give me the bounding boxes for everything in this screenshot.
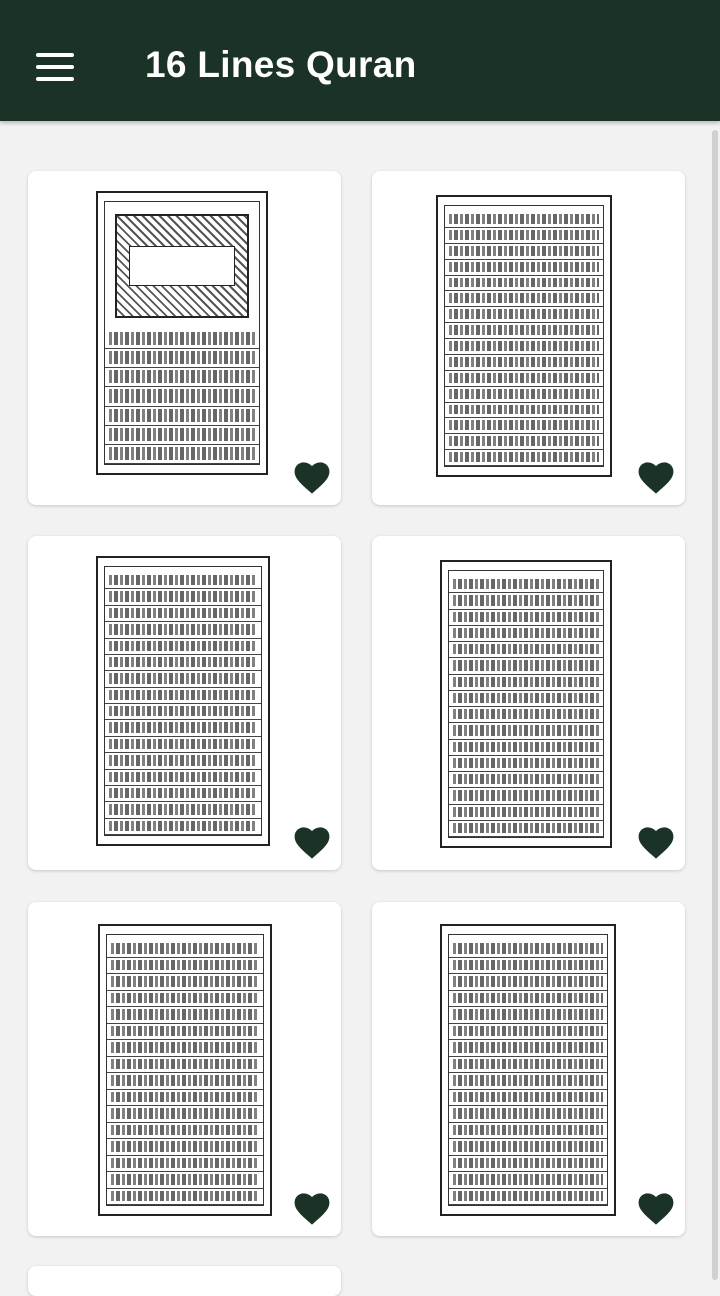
page-card-partial[interactable] — [28, 1266, 341, 1296]
text-line — [109, 370, 255, 383]
text-line — [109, 804, 257, 814]
text-line — [453, 960, 603, 971]
text-line — [111, 1075, 259, 1086]
line-rule — [449, 1171, 607, 1172]
line-rule — [105, 638, 261, 639]
line-rule — [105, 801, 261, 802]
line-rule — [105, 752, 261, 753]
line-rule — [105, 348, 259, 349]
text-line — [453, 644, 599, 654]
line-rule — [449, 990, 607, 991]
ornate-header-decoration — [115, 214, 249, 318]
text-line — [109, 772, 257, 782]
menu-button[interactable] — [28, 42, 84, 92]
line-rule — [107, 1155, 263, 1156]
line-rule — [107, 990, 263, 991]
text-line — [109, 739, 257, 749]
text-line — [453, 823, 599, 833]
text-line — [453, 1125, 603, 1136]
line-rule — [449, 609, 603, 610]
text-line — [111, 1158, 259, 1169]
quran-page-thumbnail — [96, 191, 268, 475]
text-line — [449, 230, 599, 240]
line-rule — [449, 592, 603, 593]
line-rule — [445, 306, 603, 307]
line-rule — [105, 425, 259, 426]
text-line — [109, 657, 257, 667]
line-rule — [445, 275, 603, 276]
line-rule — [107, 1006, 263, 1007]
line-rule — [449, 1105, 607, 1106]
line-rule — [445, 433, 603, 434]
line-rule — [105, 785, 261, 786]
text-line — [109, 641, 257, 651]
line-rule — [449, 973, 607, 974]
text-line — [109, 755, 257, 765]
app-bar — [0, 0, 720, 121]
line-rule — [107, 1171, 263, 1172]
line-rule — [105, 605, 261, 606]
line-rule — [107, 957, 263, 958]
line-rule — [105, 444, 259, 445]
quran-page-thumbnail — [440, 560, 612, 848]
text-line — [449, 357, 599, 367]
text-line — [111, 1059, 259, 1070]
line-rule — [107, 973, 263, 974]
line-rule — [445, 417, 603, 418]
text-line — [453, 774, 599, 784]
line-rule — [449, 739, 603, 740]
text-line — [453, 677, 599, 687]
text-line — [453, 1009, 603, 1020]
quran-page-card[interactable] — [372, 536, 685, 870]
line-rule — [107, 1056, 263, 1057]
line-rule — [449, 641, 603, 642]
text-line — [453, 790, 599, 800]
quran-page-card[interactable] — [28, 171, 341, 505]
line-rule — [449, 836, 603, 837]
line-rule — [449, 771, 603, 772]
favorite-heart-icon[interactable] — [637, 1190, 675, 1226]
line-rule — [107, 1188, 263, 1189]
text-line — [453, 1174, 603, 1185]
text-line — [453, 725, 599, 735]
text-line — [111, 1174, 259, 1185]
line-rule — [105, 719, 261, 720]
text-line — [109, 788, 257, 798]
line-rule — [449, 1072, 607, 1073]
text-line — [453, 807, 599, 817]
text-line — [453, 579, 599, 589]
quran-page-card[interactable] — [372, 171, 685, 505]
line-rule — [105, 463, 259, 464]
text-line — [111, 1042, 259, 1053]
text-line — [453, 628, 599, 638]
line-rule — [445, 290, 603, 291]
line-rule — [449, 957, 607, 958]
text-line — [109, 821, 257, 831]
text-line — [453, 1026, 603, 1037]
text-line — [449, 246, 599, 256]
quran-page-thumbnail — [96, 556, 270, 846]
quran-page-card[interactable] — [28, 902, 341, 1236]
line-rule — [107, 1122, 263, 1123]
quran-page-thumbnail — [440, 924, 616, 1216]
hamburger-menu-icon — [36, 53, 74, 57]
quran-page-thumbnail — [98, 924, 272, 1216]
favorite-heart-icon[interactable] — [293, 1190, 331, 1226]
favorite-heart-icon[interactable] — [293, 824, 331, 860]
text-line — [453, 693, 599, 703]
text-line — [453, 1092, 603, 1103]
text-line — [449, 373, 599, 383]
line-rule — [449, 755, 603, 756]
line-rule — [445, 322, 603, 323]
text-line — [109, 351, 255, 364]
line-rule — [105, 406, 259, 407]
line-rule — [449, 1023, 607, 1024]
text-line — [109, 608, 257, 618]
text-line — [449, 325, 599, 335]
text-line — [111, 1108, 259, 1119]
text-line — [109, 428, 255, 441]
line-rule — [449, 1006, 607, 1007]
text-line — [109, 624, 257, 634]
text-line — [109, 706, 257, 716]
text-line — [111, 1009, 259, 1020]
text-line — [111, 993, 259, 1004]
line-rule — [445, 449, 603, 450]
line-rule — [449, 1039, 607, 1040]
text-line — [453, 660, 599, 670]
line-rule — [449, 1122, 607, 1123]
line-rule — [445, 338, 603, 339]
quran-page-card[interactable] — [28, 536, 341, 870]
line-rule — [449, 706, 603, 707]
text-line — [109, 575, 257, 585]
text-line — [109, 409, 255, 422]
line-rule — [105, 769, 261, 770]
text-line — [453, 1075, 603, 1086]
line-rule — [107, 1072, 263, 1073]
text-line — [453, 1141, 603, 1152]
line-rule — [445, 259, 603, 260]
favorite-heart-icon[interactable] — [637, 459, 675, 495]
line-rule — [445, 402, 603, 403]
text-line — [109, 332, 255, 345]
line-rule — [445, 354, 603, 355]
text-line — [453, 1059, 603, 1070]
line-rule — [105, 386, 259, 387]
text-line — [111, 976, 259, 987]
text-line — [111, 1092, 259, 1103]
app-title: 16 Lines Quran — [145, 44, 417, 85]
text-line — [453, 709, 599, 719]
line-rule — [445, 227, 603, 228]
line-rule — [105, 834, 261, 835]
text-line — [449, 278, 599, 288]
line-rule — [449, 1204, 607, 1205]
text-line — [449, 436, 599, 446]
text-line — [449, 214, 599, 224]
text-line — [109, 673, 257, 683]
text-line — [449, 293, 599, 303]
line-rule — [107, 1089, 263, 1090]
text-line — [111, 1026, 259, 1037]
text-line — [449, 341, 599, 351]
quran-page-card[interactable] — [372, 902, 685, 1236]
line-rule — [449, 690, 603, 691]
line-rule — [445, 465, 603, 466]
text-line — [453, 1108, 603, 1119]
favorite-heart-icon[interactable] — [637, 824, 675, 860]
line-rule — [445, 370, 603, 371]
text-line — [453, 1042, 603, 1053]
line-rule — [449, 1089, 607, 1090]
text-line — [453, 1191, 603, 1202]
text-line — [111, 1141, 259, 1152]
line-rule — [449, 625, 603, 626]
line-rule — [449, 820, 603, 821]
line-rule — [105, 736, 261, 737]
text-line — [453, 976, 603, 987]
text-line — [111, 1191, 259, 1202]
text-line — [453, 612, 599, 622]
text-line — [449, 405, 599, 415]
line-rule — [449, 787, 603, 788]
line-rule — [105, 588, 261, 589]
line-rule — [105, 703, 261, 704]
line-rule — [105, 670, 261, 671]
line-rule — [445, 386, 603, 387]
text-line — [449, 389, 599, 399]
line-rule — [105, 687, 261, 688]
text-line — [109, 690, 257, 700]
line-rule — [449, 1188, 607, 1189]
line-rule — [449, 1138, 607, 1139]
text-line — [453, 1158, 603, 1169]
line-rule — [107, 1105, 263, 1106]
text-line — [453, 595, 599, 605]
text-line — [453, 758, 599, 768]
line-rule — [105, 818, 261, 819]
text-line — [111, 1125, 259, 1136]
text-line — [111, 960, 259, 971]
text-line — [109, 722, 257, 732]
line-rule — [449, 722, 603, 723]
text-line — [109, 389, 255, 402]
line-rule — [107, 1204, 263, 1205]
line-rule — [107, 1023, 263, 1024]
line-rule — [445, 243, 603, 244]
favorite-heart-icon[interactable] — [293, 459, 331, 495]
text-line — [109, 591, 257, 601]
text-line — [453, 943, 603, 954]
text-line — [453, 742, 599, 752]
line-rule — [105, 654, 261, 655]
line-rule — [105, 621, 261, 622]
text-line — [109, 447, 255, 460]
text-line — [449, 420, 599, 430]
line-rule — [105, 367, 259, 368]
text-line — [449, 309, 599, 319]
line-rule — [449, 674, 603, 675]
line-rule — [449, 657, 603, 658]
text-line — [449, 262, 599, 272]
line-rule — [449, 804, 603, 805]
line-rule — [449, 1056, 607, 1057]
line-rule — [449, 1155, 607, 1156]
text-line — [111, 943, 259, 954]
line-rule — [107, 1138, 263, 1139]
quran-page-thumbnail — [436, 195, 612, 477]
text-line — [449, 452, 599, 462]
line-rule — [107, 1039, 263, 1040]
text-line — [453, 993, 603, 1004]
